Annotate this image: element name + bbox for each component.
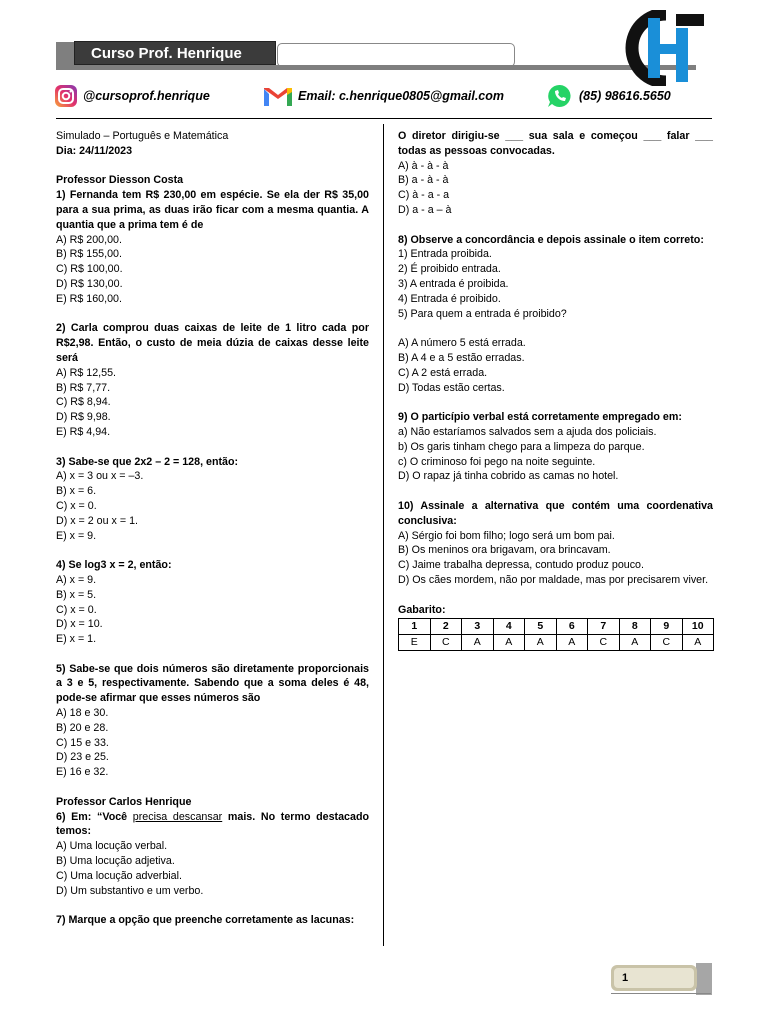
teacher-name: Professor Diesson Costa (56, 174, 184, 187)
question-7 (56, 913, 369, 928)
option: B) x = 5. (56, 588, 97, 601)
option: C) R$ 100,00. (56, 263, 123, 276)
question-9 (398, 410, 713, 484)
option: A) Uma locução verbal. (56, 840, 168, 853)
question-text: 4) Se log3 x = 2, então: (56, 559, 172, 572)
item: 4) Entrada é proibido. (398, 292, 501, 305)
option: A) A número 5 está errada. (398, 337, 526, 350)
option: B) Uma locução adjetiva. (56, 855, 175, 868)
option: A) x = 3 ou x = –3. (56, 470, 144, 483)
answer-key-numbers (399, 619, 714, 635)
option: c) O criminoso foi pego na noite seguinte. (398, 455, 596, 468)
item: 5) Para quem a entrada é proibido? (398, 307, 567, 320)
option: A) R$ 12,55. (56, 366, 117, 379)
footer-accent (696, 963, 712, 995)
option: C) A 2 está errada. (398, 366, 488, 379)
option: B) R$ 7,77. (56, 381, 111, 394)
option: E) R$ 4,94. (56, 425, 111, 438)
answer-key-answers (399, 635, 714, 651)
question-3 (56, 455, 369, 544)
option: A) R$ 200,00. (56, 233, 122, 246)
option: C) x = 0. (56, 499, 97, 512)
question-text: 6) Em: “Você precisa descansar mais. No termo destacado temos: (56, 810, 370, 838)
question-text: 3) Sabe-se que 2x2 – 2 = 128, então: (56, 455, 239, 468)
footer-rule (611, 993, 711, 994)
gmail-icon (263, 84, 293, 108)
question-number: 9 (651, 619, 683, 635)
right-column (398, 129, 713, 651)
instagram-handle: @cursoprof.henrique (83, 89, 210, 103)
question-number: 2 (430, 619, 462, 635)
question-8 (398, 233, 713, 396)
option: D) Os cães mordem, não por maldade, mas por precisarem viver. (398, 573, 709, 586)
header-bar (56, 65, 696, 70)
option: B) A 4 e a 5 estão erradas. (398, 351, 525, 364)
column-divider (383, 124, 384, 946)
option: E) R$ 160,00. (56, 292, 122, 305)
question-4 (56, 558, 369, 647)
option: B) 20 e 28. (56, 721, 109, 734)
option: B) a - à - à (398, 174, 449, 187)
question-10 (398, 499, 713, 588)
answer-key-table (398, 618, 714, 651)
option: D) x = 2 ou x = 1. (56, 514, 138, 527)
answer: E (399, 635, 431, 651)
option: B) Os meninos ora brigavam, ora brincavam. (398, 544, 611, 557)
answer: C (430, 635, 462, 651)
page-number: 1 (614, 968, 694, 988)
highlighted-term: precisa descansar (132, 810, 223, 823)
question-text: O diretor dirigiu-se ___ sua sala e começou ___ falar ___ todas as pessoas convocadas. (398, 130, 713, 157)
option: D) a - a – à (398, 203, 452, 216)
option: C) Jaime trabalha depressa, contudo produz pouco. (398, 559, 644, 572)
answer: A (619, 635, 651, 651)
question-text: 9) O particípio verbal está corretamente empregado em: (398, 411, 682, 424)
option: A) 18 e 30. (56, 707, 109, 720)
option: C) x = 0. (56, 603, 97, 616)
option: B) R$ 155,00. (56, 248, 122, 261)
option: b) Os garis tinham chego para a limpeza do parque. (398, 440, 645, 453)
page-number-badge (611, 965, 697, 991)
item: 1) Entrada proibida. (398, 248, 492, 261)
exam-title: Simulado – Português e Matemática (56, 130, 229, 142)
contact-divider (56, 118, 712, 119)
question-1 (56, 188, 369, 306)
course-logo (624, 10, 708, 86)
option: D) Um substantivo e um verbo. (56, 884, 204, 897)
answer: C (651, 635, 683, 651)
question-5 (56, 662, 369, 780)
option: D) 23 e 25. (56, 751, 109, 764)
option: B) x = 6. (56, 485, 97, 498)
option: C) à - a - a (398, 189, 450, 202)
option: C) 15 e 33. (56, 736, 109, 749)
item: 2) É proibido entrada. (398, 263, 501, 276)
option: D) Todas estão certas. (398, 381, 505, 394)
option: D) x = 10. (56, 618, 103, 631)
question-number: 8 (619, 619, 651, 635)
answer: A (525, 635, 557, 651)
question-text: 2) Carla comprou duas caixas de leite de 1 litro cada por R$2,98. Então, o custo de meia dúzia de caixas desse leite será (56, 322, 369, 364)
instagram-contact (54, 84, 210, 108)
answer: A (493, 635, 525, 651)
item: 3) A entrada é proibida. (398, 277, 509, 290)
question-number: 5 (525, 619, 557, 635)
option: A) Sérgio foi bom filho; logo será um bom pai. (398, 529, 615, 542)
answer: A (682, 635, 714, 651)
question-number: 1 (399, 619, 431, 635)
question-2 (56, 321, 369, 439)
email-address: Email: c.henrique0805@gmail.com (298, 89, 505, 103)
question-number: 10 (682, 619, 714, 635)
answer: A (556, 635, 588, 651)
question-number: 6 (556, 619, 588, 635)
option: E) x = 9. (56, 529, 97, 542)
question-text: 1) Fernanda tem R$ 230,00 em espécie. Se ela der R$ 35,00 para a sua prima, as duas irão ficar com a mesma quantia. A quantia que a prima tem é de (56, 189, 369, 231)
whatsapp-contact (546, 84, 671, 108)
question-number: 4 (493, 619, 525, 635)
question-text: 5) Sabe-se que dois números são diretamente proporcionais a 3 e 5, respectivamente. Sabendo que a soma deles é 48, pode-se afirmar que esses números são (56, 662, 369, 705)
option: A) x = 9. (56, 573, 97, 586)
phone-number: (85) 98616.5650 (579, 89, 671, 103)
whatsapp-icon (546, 83, 574, 109)
question-text: 8) Observe a concordância e depois assinale o item correto: (398, 233, 704, 246)
question-number: 3 (462, 619, 494, 635)
option: C) Uma locução adverbial. (56, 869, 182, 882)
course-title: Curso Prof. Henrique (74, 41, 276, 65)
question-number: 7 (588, 619, 620, 635)
email-contact (263, 84, 504, 108)
answer-key-label: Gabarito: (398, 603, 446, 616)
teacher-name: Professor Carlos Henrique (56, 795, 192, 808)
question-7-continued (398, 129, 713, 218)
question-text: 7) Marque a opção que preenche corretamente as lacunas: (56, 914, 355, 927)
instagram-icon (54, 84, 78, 108)
option: D) R$ 9,98. (56, 411, 111, 424)
header-blank-box (277, 43, 515, 67)
exam-date: Dia: 24/11/2023 (56, 144, 133, 157)
option: D) R$ 130,00. (56, 277, 123, 290)
answer: C (588, 635, 620, 651)
option: a) Não estaríamos salvados sem a ajuda dos policiais. (398, 425, 657, 438)
option: C) R$ 8,94. (56, 396, 111, 409)
question-6 (56, 810, 369, 899)
option: E) x = 1. (56, 633, 97, 646)
option: A) à - à - à (398, 159, 449, 172)
left-column (56, 129, 369, 928)
option: D) O rapaz já tinha cobrido as camas no hotel. (398, 470, 619, 483)
question-text: 10) Assinale a alternativa que contém uma coordenativa conclusiva: (398, 499, 713, 527)
option: E) 16 e 32. (56, 766, 109, 779)
answer: A (462, 635, 494, 651)
